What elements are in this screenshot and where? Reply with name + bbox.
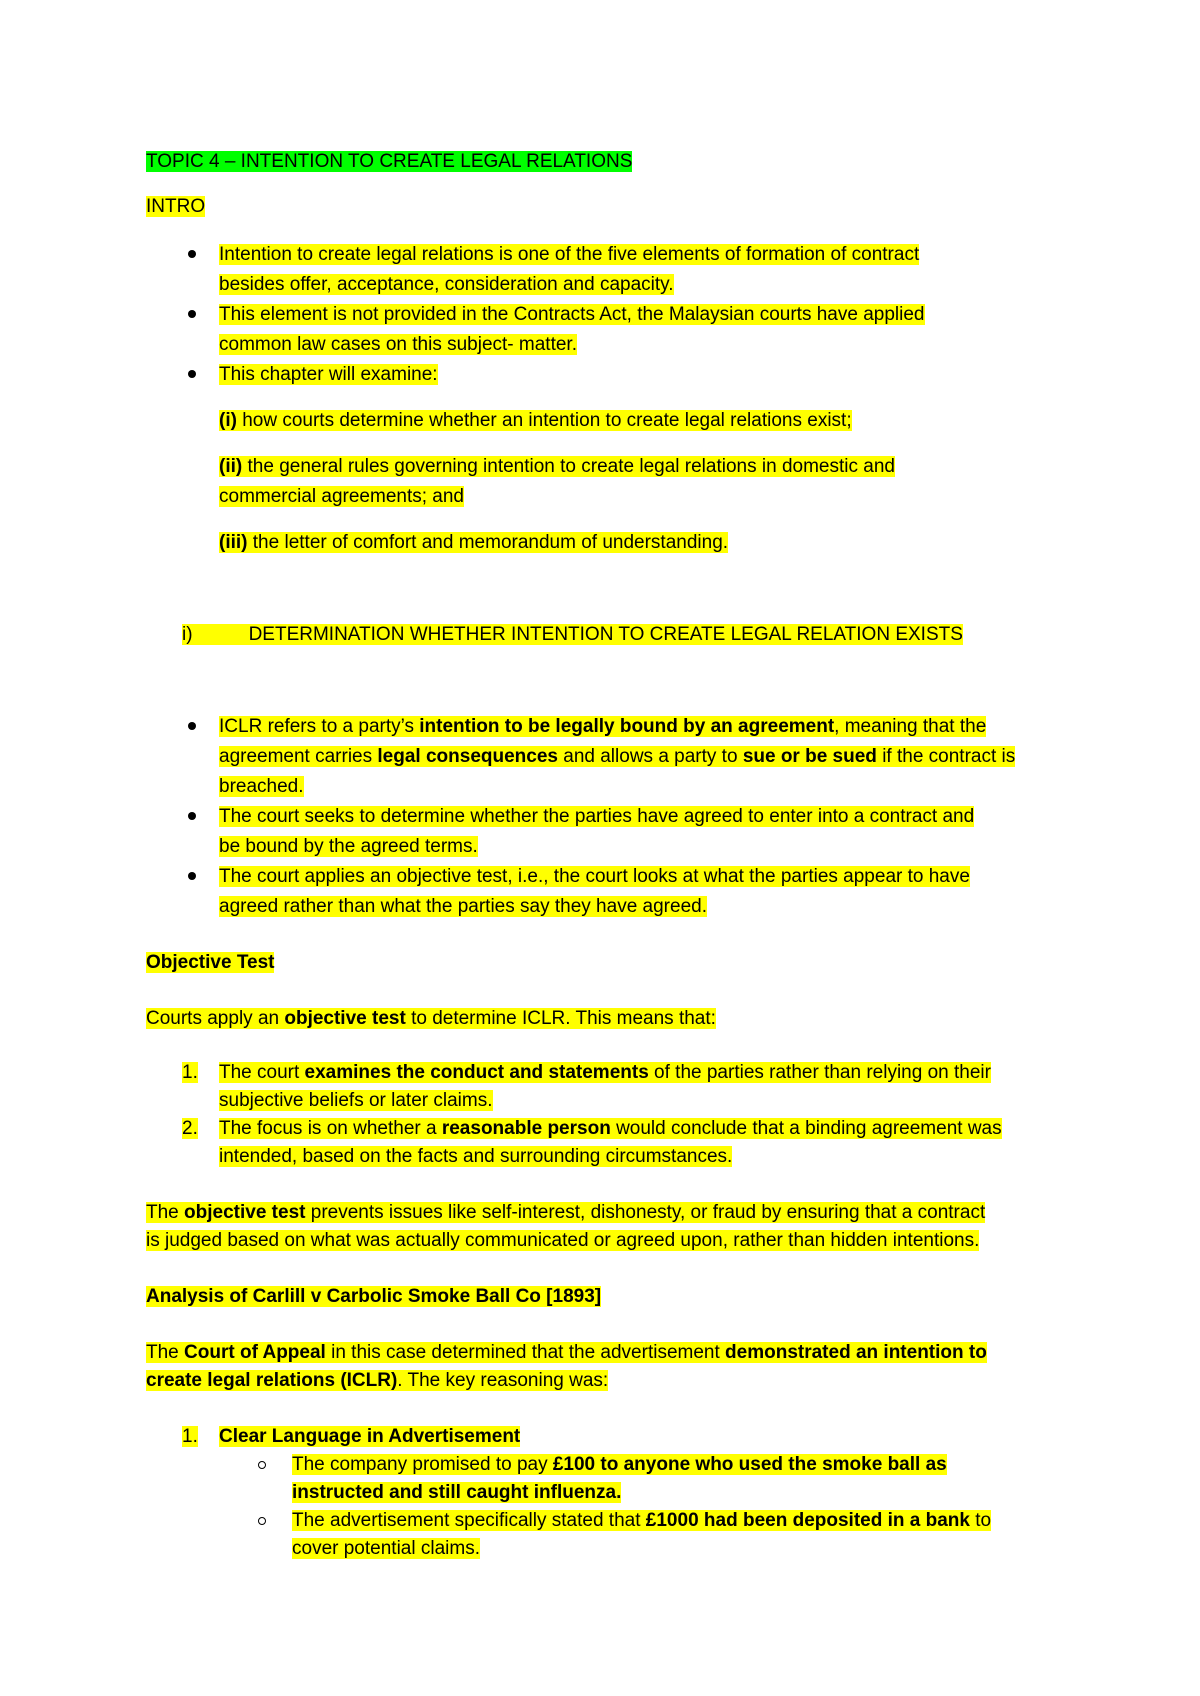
objective-item-2-line-1: The focus is on whether a reasonable person would conclude that a binding agreement was [219, 1118, 1002, 1139]
carlill-sub-1-line-2: instructed and still caught influenza. [292, 1482, 622, 1503]
objective-para-line-1: The objective test prevents issues like self-interest, dishonesty, or fraud by ensuring that a contract [146, 1202, 986, 1223]
court-seeks-line-2: be bound by the agreed terms. [219, 836, 478, 857]
objective-item-1-line-2: subjective beliefs or later claims. [219, 1090, 493, 1111]
intro-bullet-2-line-2: common law cases on this subject- matter. [219, 334, 577, 355]
list-number: 2. [182, 1118, 198, 1139]
section-i-heading: i) DETERMINATION WHETHER INTENTION TO CREATE LEGAL RELATION EXISTS [182, 624, 963, 645]
bullet-icon [188, 310, 196, 318]
list-number: 1. [182, 1426, 198, 1447]
bullet-icon [188, 722, 196, 730]
page-title: TOPIC 4 – INTENTION TO CREATE LEGAL RELATIONS [146, 151, 633, 172]
sub-bullet-icon [258, 1461, 266, 1469]
intro-bullet-1-line-2: besides offer, acceptance, consideration and capacity. [219, 274, 674, 295]
intro-bullet-2-line-1: This element is not provided in the Contracts Act, the Malaysian courts have applied [219, 304, 925, 325]
carlill-para-line-2: create legal relations (ICLR). The key reasoning was: [146, 1370, 609, 1391]
list-number: 1. [182, 1062, 198, 1083]
iclr-bullet-line-3: breached. [219, 776, 304, 797]
intro-bullet-3: This chapter will examine: [219, 364, 438, 385]
intro-bullet-1-line-1: Intention to create legal relations is one of the five elements of formation of contract [219, 244, 920, 265]
bullet-icon [188, 370, 196, 378]
sub-item-iii: (iii) the letter of comfort and memorandum of understanding. [219, 532, 729, 553]
carlill-sub-1-line-1: The company promised to pay £100 to anyone who used the smoke ball as [292, 1454, 947, 1475]
iclr-bullet-line-2: agreement carries legal consequences and allows a party to sue or be sued if the contract is [219, 746, 1016, 767]
sub-item-ii-line-2: commercial agreements; and [219, 486, 464, 507]
carlill-sub-2-line-1: The advertisement specifically stated that £1000 had been deposited in a bank to [292, 1510, 992, 1531]
carlill-heading: Analysis of Carlill v Carbolic Smoke Ball Co [1893] [146, 1286, 602, 1307]
carlill-sub-2-line-2: cover potential claims. [292, 1538, 480, 1559]
objective-test-heading: Objective Test [146, 952, 275, 973]
bullet-icon [188, 872, 196, 880]
bullet-icon [188, 812, 196, 820]
objective-bullet-line-2: agreed rather than what the parties say they have agreed. [219, 896, 707, 917]
objective-para-line-2: is judged based on what was actually communicated or agreed upon, rather than hidden intentions. [146, 1230, 980, 1251]
sub-item-ii-line-1: (ii) the general rules governing intention to create legal relations in domestic and [219, 456, 895, 477]
intro-heading: INTRO [146, 196, 206, 217]
objective-item-1-line-1: The court examines the conduct and statements of the parties rather than relying on their [219, 1062, 991, 1083]
objective-test-lead: Courts apply an objective test to determine ICLR. This means that: [146, 1008, 716, 1029]
bullet-icon [188, 250, 196, 258]
carlill-item-1: Clear Language in Advertisement [219, 1426, 521, 1447]
objective-bullet-line-1: The court applies an objective test, i.e., the court looks at what the parties appear to have [219, 866, 970, 887]
objective-item-2-line-2: intended, based on the facts and surrounding circumstances. [219, 1146, 733, 1167]
sub-bullet-icon [258, 1517, 266, 1525]
iclr-bullet-line-1: ICLR refers to a party’s intention to be legally bound by an agreement, meaning that the [219, 716, 987, 737]
court-seeks-line-1: The court seeks to determine whether the parties have agreed to enter into a contract and [219, 806, 975, 827]
sub-item-i: (i) how courts determine whether an intention to create legal relations exist; [219, 410, 852, 431]
carlill-para-line-1: The Court of Appeal in this case determined that the advertisement demonstrated an intention to [146, 1342, 987, 1363]
